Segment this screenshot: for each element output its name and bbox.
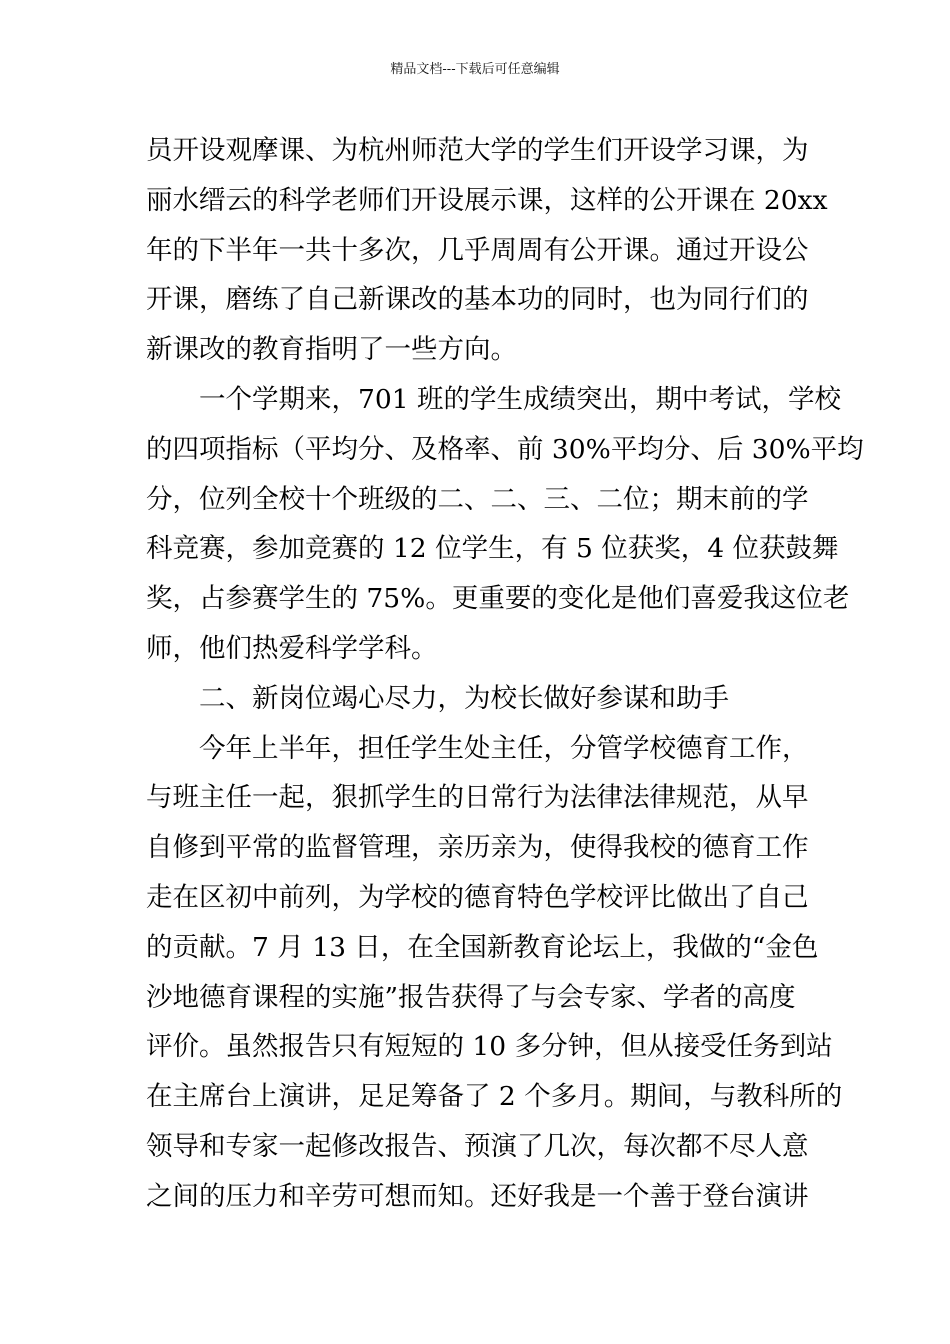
- text-line: 科竞赛，参加竞赛的 12 位学生，有 5 位获奖，4 位获鼓舞: [146, 533, 839, 565]
- text-line: 领导和专家一起修改报告、预演了几次，每次都不尽人意: [146, 1130, 809, 1162]
- text-line: 二、新岗位竭心尽力，为校长做好参谋和助手: [199, 682, 729, 714]
- text-line: 自修到平常的监督管理，亲历亲为，使得我校的德育工作: [146, 832, 809, 864]
- text-line: 评价。虽然报告只有短短的 10 多分钟，但从接受任务到站: [146, 1031, 833, 1063]
- text-line: 师，他们热爱科学学科。: [146, 632, 438, 664]
- text-line: 在主席台上演讲，足足筹备了 2 个多月。期间，与教科所的: [146, 1081, 843, 1113]
- text-line: 分，位列全校十个班级的二、二、三、二位；期末前的学: [146, 483, 809, 515]
- text-line: 今年上半年，担任学生处主任，分管学校德育工作，: [199, 732, 809, 764]
- text-line: 沙地德育课程的实施”报告获得了与会专家、学者的高度: [146, 981, 796, 1013]
- text-line: 开课，磨练了自己新课改的基本功的同时，也为同行们的: [146, 284, 809, 316]
- text-line: 的贡献。7 月 13 日，在全国新教育论坛上，我做的“金色: [146, 931, 819, 963]
- text-line: 新课改的教育指明了一些方向。: [146, 334, 517, 366]
- text-line: 年的下半年一共十多次，几乎周周有公开课。通过开设公: [146, 234, 809, 266]
- text-line: 的四项指标（平均分、及格率、前 30%平均分、后 30%平均: [146, 433, 864, 465]
- page-header: 精品文档---下载后可任意编辑: [390, 62, 560, 77]
- text-line: 走在区初中前列，为学校的德育特色学校评比做出了自己: [146, 881, 809, 913]
- text-line: 一个学期来，701 班的学生成绩突出，期中考试，学校: [199, 383, 842, 415]
- text-line: 之间的压力和辛劳可想而知。还好我是一个善于登台演讲: [146, 1180, 809, 1212]
- text-line: 奖，占参赛学生的 75%。更重要的变化是他们喜爱我这位老: [146, 583, 850, 615]
- text-line: 丽水缙云的科学老师们开设展示课，这样的公开课在 20xx: [146, 184, 828, 216]
- document-body: [146, 126, 864, 1222]
- text-line: 与班主任一起，狠抓学生的日常行为法律法律规范，从早: [146, 782, 809, 814]
- text-line: 员开设观摩课、为杭州师范大学的学生们开设学习课，为: [146, 135, 809, 166]
